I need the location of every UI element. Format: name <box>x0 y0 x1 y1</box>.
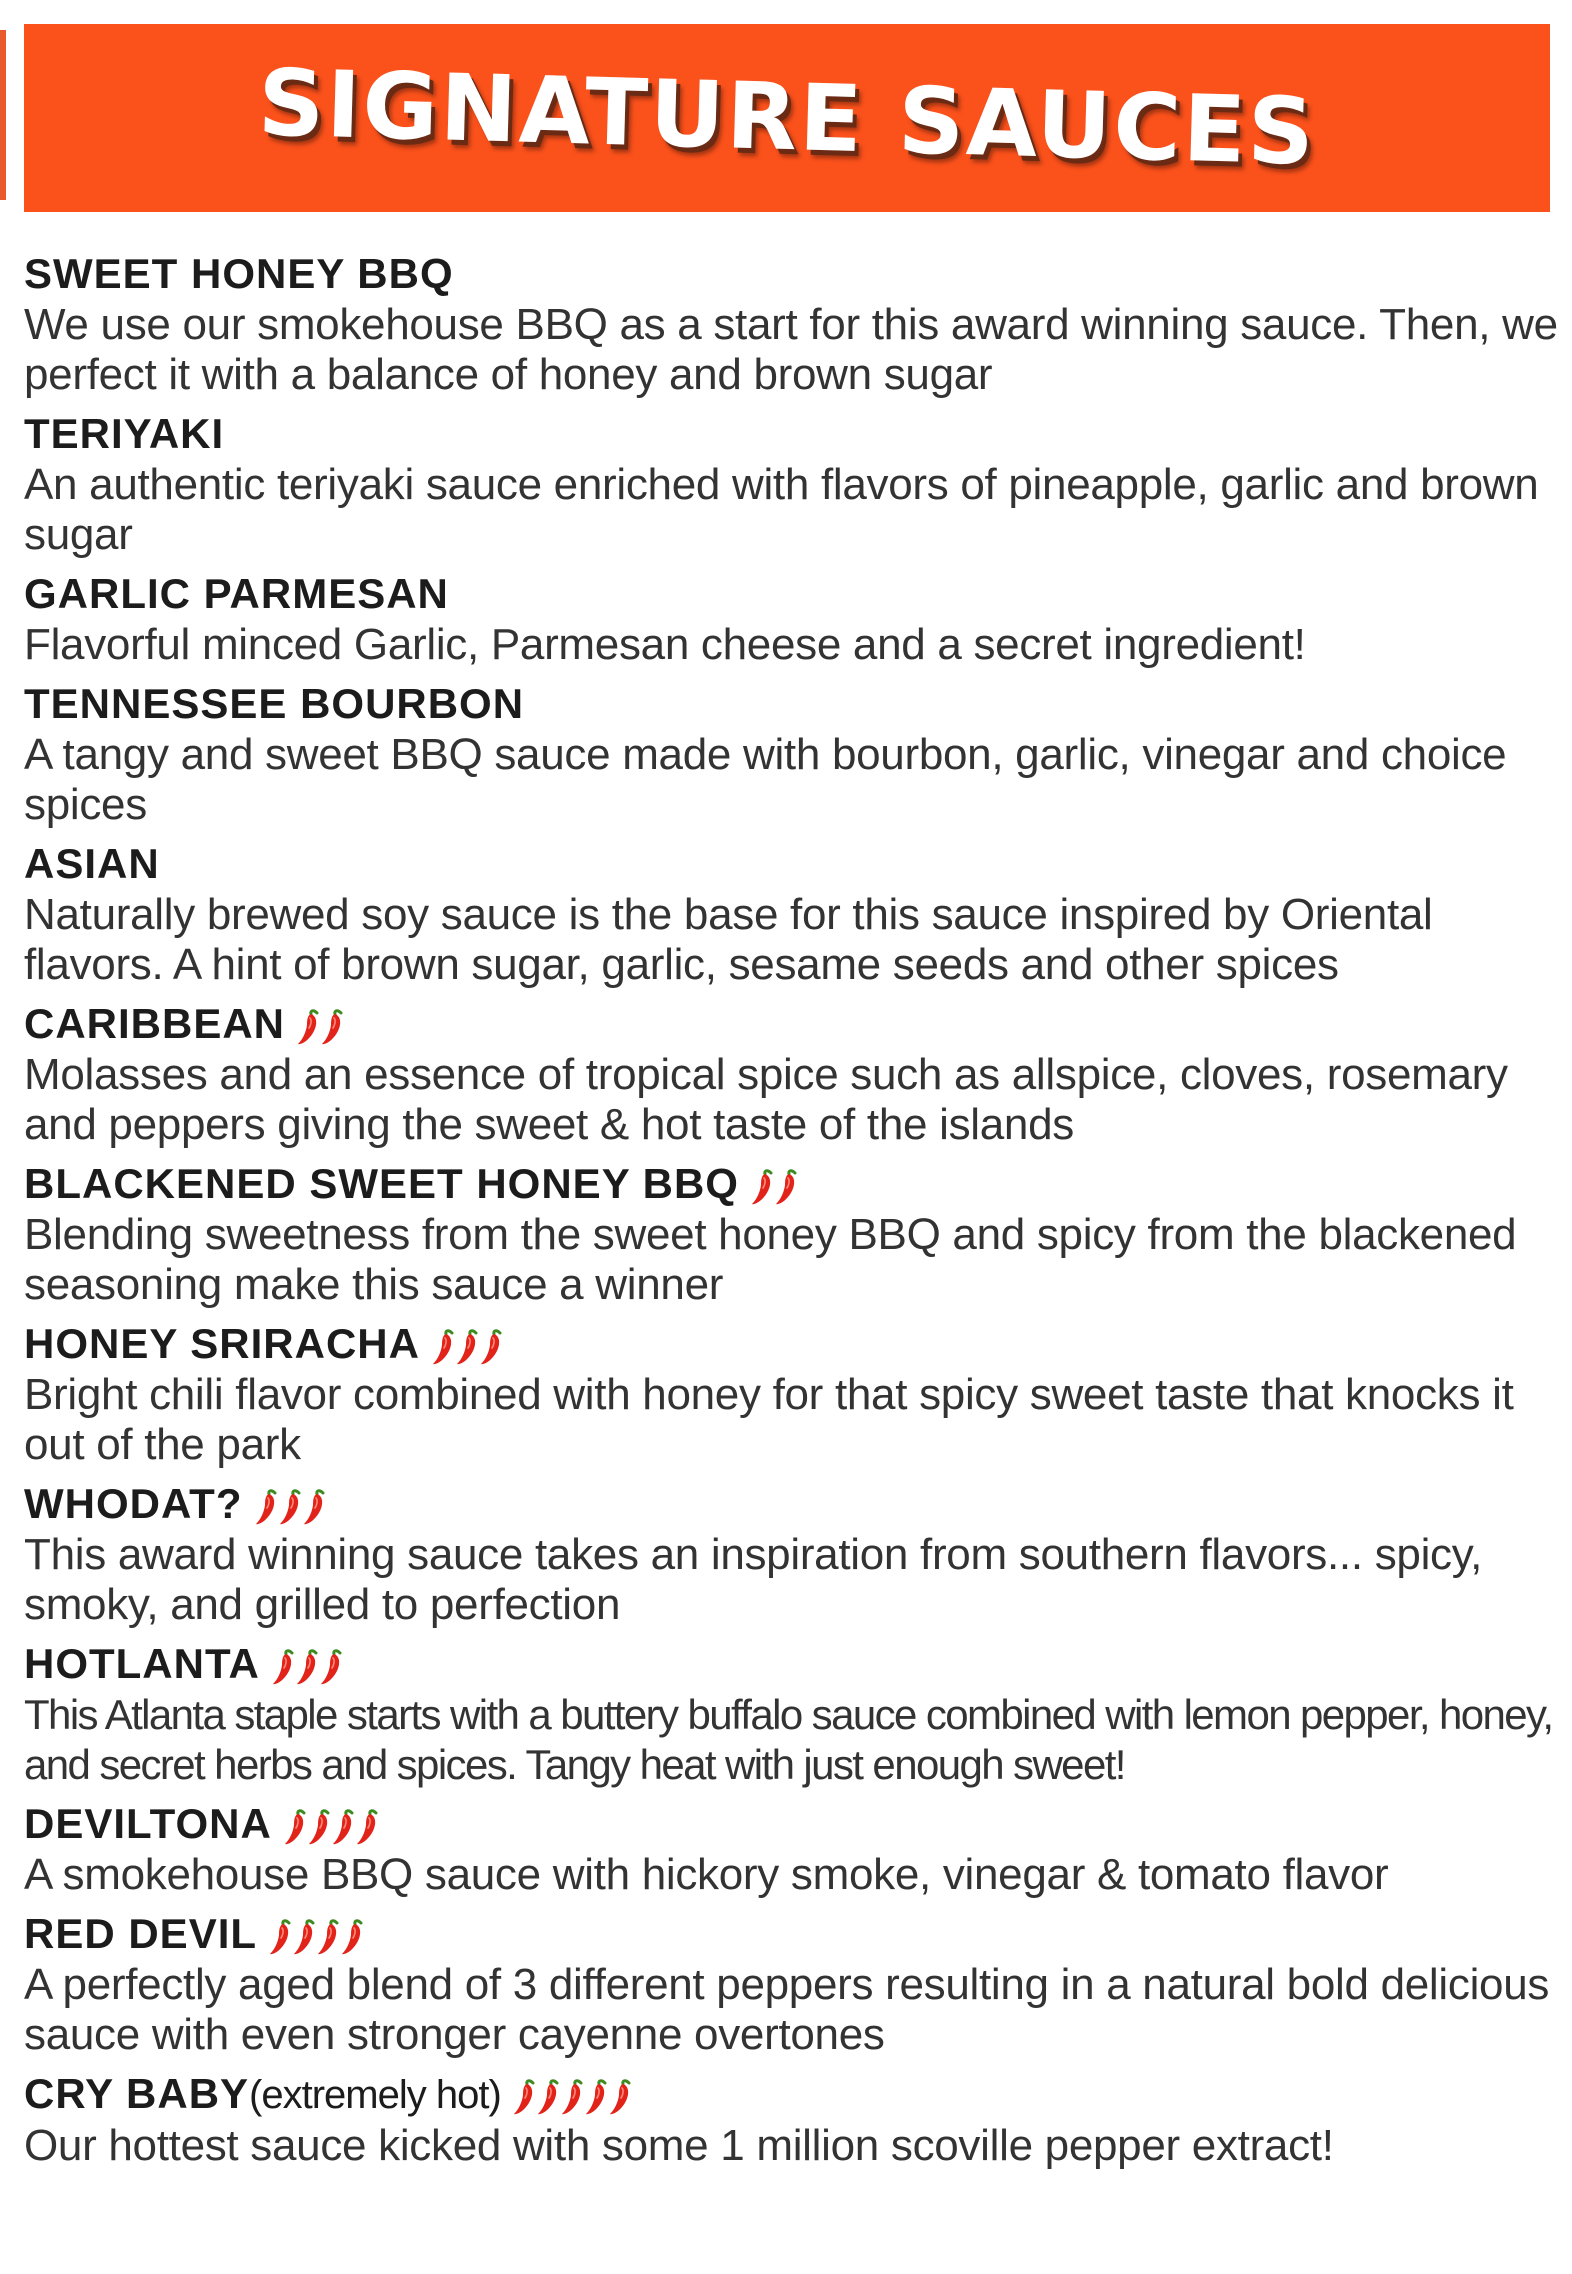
sauce-name: WHODAT? <box>24 1478 1564 1530</box>
page-title: SIGNATURE SAUCES <box>256 49 1318 186</box>
sauce-description: Bright chili flavor combined with honey for that spicy sweet taste that knocks it out of the park <box>24 1370 1514 1469</box>
sauce-item <box>24 1798 1564 1900</box>
sauce-list <box>24 248 1564 2171</box>
chili-pepper-icon <box>318 1647 346 1687</box>
sauce-name: RED DEVIL <box>24 1908 1564 1960</box>
heat-note: (extremely hot) <box>249 2073 501 2117</box>
heat-rating <box>253 1487 325 1527</box>
sauce-item <box>24 1478 1564 1630</box>
sauce-description: Blending sweetness from the sweet honey BBQ and spicy from the blackened seasoning make this sauce a winner <box>24 1210 1517 1309</box>
chili-pepper-icon <box>301 1487 329 1527</box>
sauce-item <box>24 998 1564 1150</box>
sauce-description: A smokehouse BBQ sauce with hickory smoke, vinegar & tomato flavor <box>24 1850 1389 1899</box>
sauce-name: HOTLANTA <box>24 1638 1564 1690</box>
sauce-description: We use our smokehouse BBQ as a start for this award winning sauce. Then, we perfect it with a balance of honey and brown sugar <box>24 300 1558 399</box>
heat-rating <box>267 1917 363 1957</box>
sauce-description: Flavorful minced Garlic, Parmesan cheese and a secret ingredient! <box>24 620 1306 669</box>
heat-rating <box>282 1807 378 1847</box>
chili-pepper-icon <box>319 1007 347 1047</box>
sauce-item <box>24 1908 1564 2060</box>
chili-pepper-icon <box>773 1167 801 1207</box>
sauce-item <box>24 1638 1564 1790</box>
sauce-item <box>24 408 1564 560</box>
sauce-item <box>24 678 1564 830</box>
sauce-name: CRY BABY(extremely hot) <box>24 2068 1564 2121</box>
chili-pepper-icon <box>478 1327 506 1367</box>
sauce-name: CARIBBEAN <box>24 998 1564 1050</box>
left-edge-bar <box>0 30 6 200</box>
heat-rating <box>270 1647 342 1687</box>
sauce-name: GARLIC PARMESAN <box>24 570 449 617</box>
heat-rating <box>511 2077 631 2117</box>
chili-pepper-icon <box>354 1807 382 1847</box>
sauce-description: This Atlanta staple starts with a buttery buffalo sauce combined with lemon pepper, honey, and secret herbs and spices. Tangy heat with just enough sweet! <box>24 1691 1553 1788</box>
chili-pepper-icon <box>607 2077 635 2117</box>
sauce-item <box>24 1318 1564 1470</box>
sauce-name: TERIYAKI <box>24 410 225 457</box>
sauce-description: A perfectly aged blend of 3 different peppers resulting in a natural bold delicious sauce with even stronger cayenne overtones <box>24 1960 1550 2059</box>
sauce-item <box>24 248 1564 400</box>
heat-rating <box>430 1327 502 1367</box>
heat-rating <box>749 1167 797 1207</box>
sauce-name: HONEY SRIRACHA <box>24 1318 1564 1370</box>
sauce-description: A tangy and sweet BBQ sauce made with bourbon, garlic, vinegar and choice spices <box>24 730 1507 829</box>
heat-rating <box>295 1007 343 1047</box>
sauce-name: TENNESSEE BOURBON <box>24 680 525 727</box>
sauce-item <box>24 838 1564 990</box>
sauce-description: Molasses and an essence of tropical spice such as allspice, cloves, rosemary and peppers giving the sweet & hot taste of the islands <box>24 1050 1508 1149</box>
sauce-name: ASIAN <box>24 840 160 887</box>
sauce-description: Naturally brewed soy sauce is the base for this sauce inspired by Oriental flavors. A hint of brown sugar, garlic, sesame seeds and other spices <box>24 890 1433 989</box>
sauce-description: An authentic teriyaki sauce enriched with flavors of pineapple, garlic and brown sugar <box>24 460 1539 559</box>
sauce-name: SWEET HONEY BBQ <box>24 250 454 297</box>
title-banner <box>24 24 1550 212</box>
chili-pepper-icon <box>339 1917 367 1957</box>
sauce-name: BLACKENED SWEET HONEY BBQ <box>24 1158 1564 1210</box>
sauce-description: Our hottest sauce kicked with some 1 million scoville pepper extract! <box>24 2121 1334 2170</box>
sauce-name: DEVILTONA <box>24 1798 1564 1850</box>
sauce-item <box>24 2068 1564 2171</box>
sauce-item <box>24 1158 1564 1310</box>
sauce-description: This award winning sauce takes an inspiration from southern flavors... spicy, smoky, and grilled to perfection <box>24 1530 1483 1629</box>
sauce-item <box>24 568 1564 670</box>
